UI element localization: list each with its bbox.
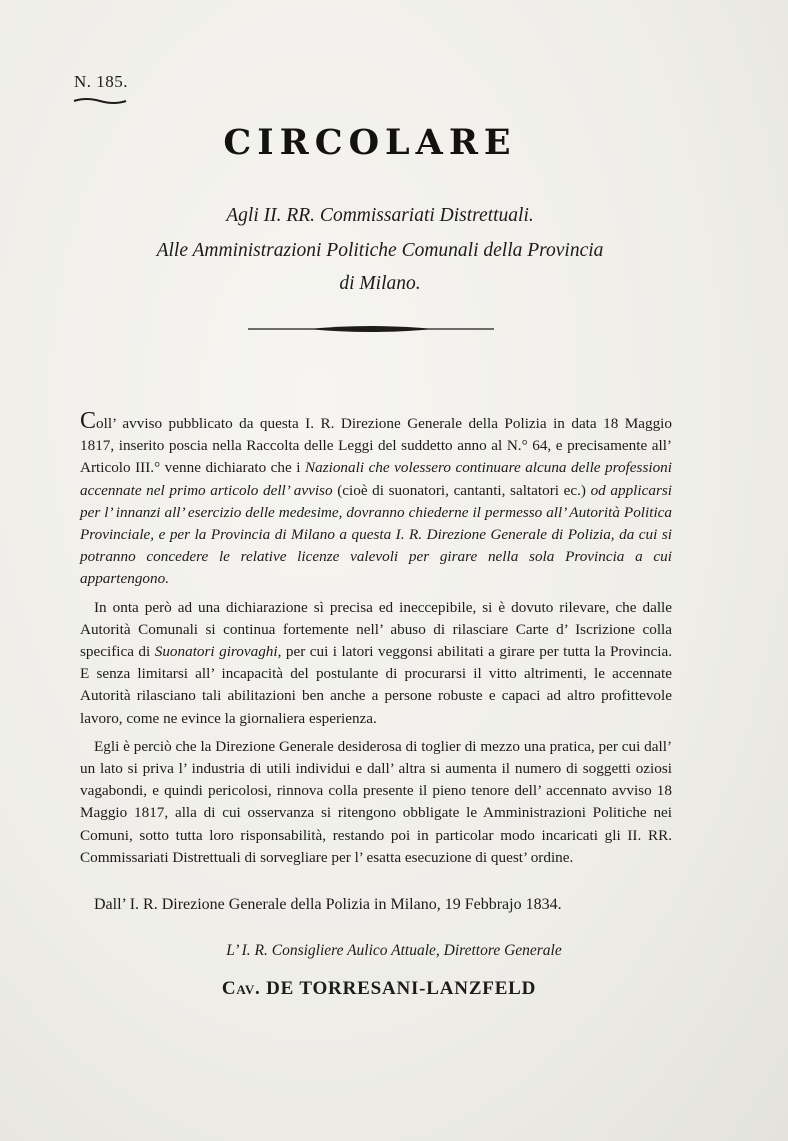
ornamental-divider — [248, 322, 494, 336]
addressee-line-1: Agli II. RR. Commissariati Distrettuali. — [226, 205, 534, 226]
paragraph-1-text-b: (cioè di suonatori, cantanti, saltatori ec.) — [332, 481, 591, 499]
signer-name: Cav. DE TORRESANI-LANZFELD — [221, 978, 537, 999]
paragraph-1 — [80, 410, 672, 591]
addressee-line-2: Alle Amministrazioni Politiche Comunali della Provincia — [156, 240, 604, 261]
paragraph-1-italic-a: Nazionali che volessero continuare alcuna delle professioni accennate nel primo articolo dell’ avviso — [80, 459, 672, 499]
dateline: Dall’ I. R. Direzione Generale della Polizia in Milano, 19 Febbrajo 1834. — [94, 896, 562, 913]
addressee-line-3: di Milano. — [339, 273, 421, 294]
paragraph-2 — [80, 597, 672, 730]
paragraph-2-text-b: , per cui i latori veggonsi abilitati a girare per tutta la Provincia. E senza limitarsi all’ incapacità del postulante di procurarsi il vitto altrimenti, le accennate Autorità rilasciano tali abilitazioni ben anche a persone robuste e capaci ad altro profittevole lavoro, come ne evince la giornaliera esperienza. — [80, 643, 672, 727]
circular-body — [80, 410, 672, 875]
signer-role: L’ I. R. Consigliere Aulico Attuale, Direttore Generale — [226, 942, 562, 959]
drop-cap: C — [80, 408, 97, 434]
paragraph-3: Egli è perciò che la Direzione Generale desiderosa di toglier di mezzo una pratica, per cui dall’ un lato si priva l’ industria di utili individui e dall’ altra si aumenta il numero di soggetti oziosi vagabondi, e quindi pericolosi, rinnova colla presente il pieno tenore dell’ accennato avviso 18 Maggio 1817, alla di cui osservanza si ritengono obbligate le Amministrazioni Politiche nei Comuni, sotto tutta loro risponsabilità, restando poi in particolar modo incaricati gli II. RR. Commissariati Distrettuali di sorvegliare per l’ esatta esecuzione di quest’ ordine. — [80, 737, 672, 866]
paragraph-1-text-a: oll’ avviso pubblicato da questa I. R. Direzione Generale della Polizia in data 18 Maggio 1817, inserito poscia nella Raccolta delle Leggi del suddetto anno al N.° 64, e precisamente all’ Articolo III.° venne dichiarato che i — [80, 415, 672, 477]
paragraph-2-text-a: In onta però ad una dichiarazione sì precisa ed ineccepibile, si è dovuto rilevare, che dalle Autorità Comunali si continua fortemente nell’ abuso di rilasciare Carte d’ Iscrizione colla specifica di — [80, 598, 672, 661]
document-title: CIRCOLARE — [223, 122, 517, 163]
paragraph-1-italic-b: od applicarsi per l’ innanzi all’ esercizio delle medesime, dovranno chiederne il permesso all’ Autorità Politica Provinciale, e per la Provincia di Milano a questa I. R. Direzione Generale di Polizia, da cui si potranno concedere le relative licenze valevoli per girare nella sola Provincia a cui appartengono. — [80, 481, 672, 588]
document-number: N. 185. — [74, 72, 129, 91]
number-flourish — [72, 96, 128, 106]
paragraph-2-italic: Suonatori girovaghi — [154, 643, 278, 661]
